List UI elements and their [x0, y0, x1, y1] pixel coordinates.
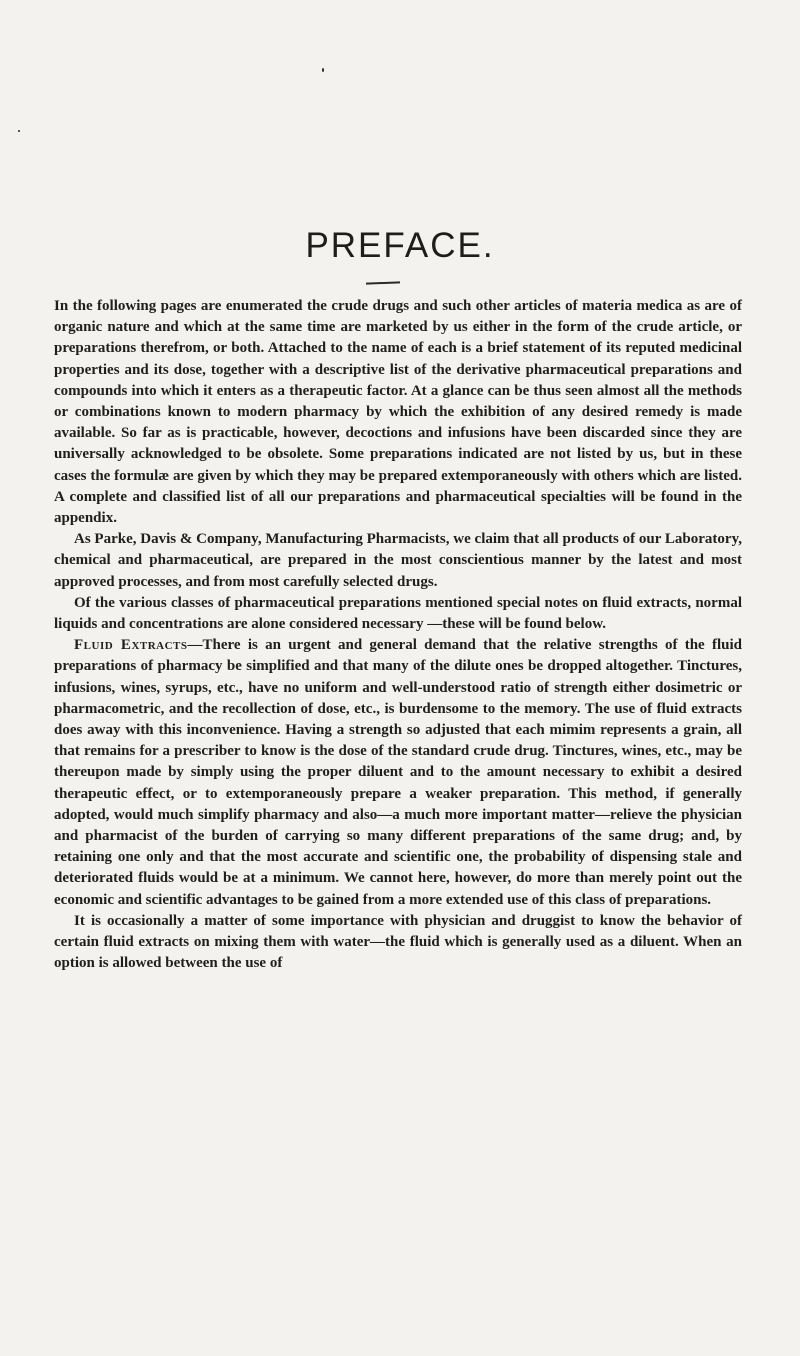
- paragraph-fluid-extracts: [54, 635, 742, 911]
- print-speck: [18, 130, 20, 132]
- paragraph-classes: Of the various classes of pharmaceutical preparations mentioned special notes on fluid extracts, normal liquids and concentrations are alone considered necessary —these will be found below.: [54, 594, 742, 633]
- fluid-extracts-heading: Fluid Extracts: [74, 637, 188, 654]
- fluid-extracts-text: —There is an urgent and general demand that the relative strengths of the fluid preparations of pharmacy be simplified and that many of the dilute ones be dropped altogether. Tinctures, infusions, wines, syrups, etc., have no uniform and well-understood ratio of strength either dosimetric or pharmacometric, and the recollection of dose, etc., is burdensome to the memory. The use of fluid extracts does away with this inconvenience. Having a strength so adjusted that each mimim represents a grain, all that remains for a prescriber to know is the dose of the standard crude drug. Tinctures, wines, etc., may be thereupon made by simply using the proper diluent and to the amount necessary to exhibit a desired therapeutic effect, or to extemporaneously prepare a weaker preparation. This method, if generally adopted, would much simplify pharmacy and also—a much more important matter—relieve the physician and pharmacist of the burden of carrying so many different preparations of the same drug; and, by retaining one only and that the most accurate and scientific one, the probability of dispensing stale and deteriorated fluids would be at a minimum. We cannot here, however, do more than merely point out the economic and scientific advantages to be gained from a more extended use of this class of preparations.: [54, 637, 742, 908]
- paragraph-intro: In the following pages are enumerated the crude drugs and such other articles of materia medica as are of organic nature and which at the same time are marketed by us either in the form of the crude article, or preparations therefrom, or both. Attached to the name of each is a brief statement of its reputed medicinal properties and its dose, together with a descriptive list of the derivative pharmaceutical preparations and compounds into which it enters as a therapeutic factor. At a glance can be thus seen almost all the methods or combinations known to modern pharmacy by which the exhibition of any desired remedy is made available. So far as is practicable, however, decoctions and infusions have been discarded since they are universally acknowledged to be obsolete. Some preparations indicated are not listed by us, but in these cases the formulæ are given by which they may be prepared extemporaneously with others which are listed. A complete and classified list of all our preparations and pharmaceutical specialties will be found in the appendix.: [54, 298, 742, 527]
- paragraph-company-claim: As Parke, Davis & Company, Manufacturing Pharmacists, we claim that all products of our Laboratory, chemical and pharmaceutical, are prepared in the most conscientious manner by the latest and most approved processes, and from most carefully selected drugs.: [54, 531, 742, 590]
- page-title: PREFACE.: [305, 226, 495, 265]
- preface-body: [54, 296, 742, 975]
- title-underline: [366, 281, 400, 284]
- print-speck: [322, 68, 324, 72]
- paragraph-final: It is occasionally a matter of some importance with physician and druggist to know the behavior of certain fluid extracts on mixing them with water—the fluid which is generally used as a diluent. When an option is allowed between the use of: [54, 912, 742, 972]
